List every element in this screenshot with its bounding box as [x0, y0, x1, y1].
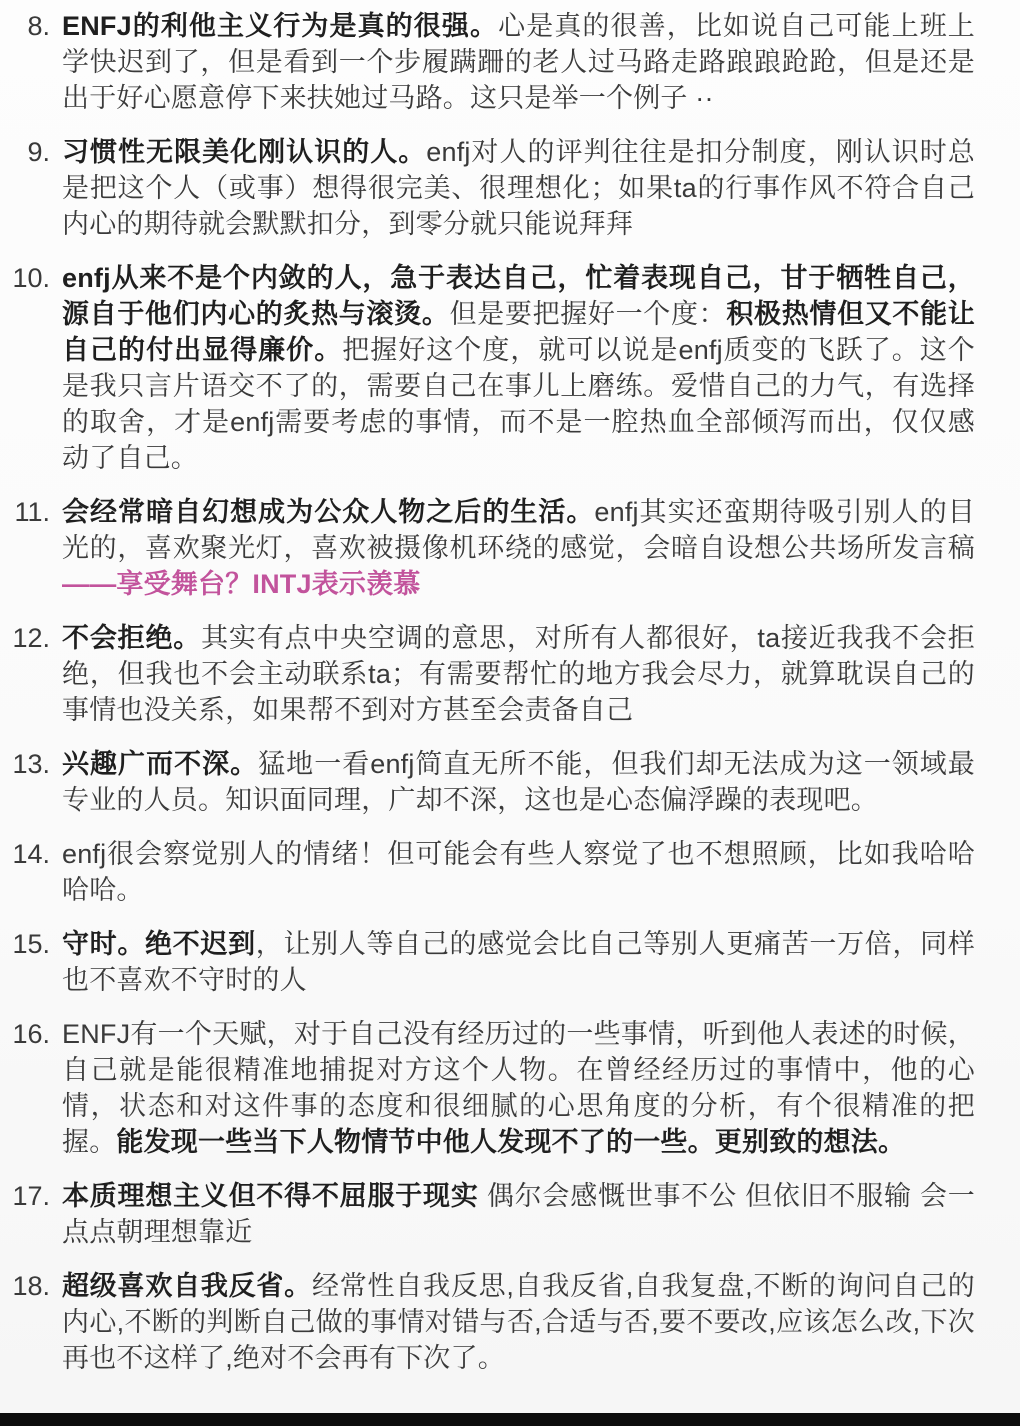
- list-item: [8, 620, 975, 728]
- item-number: 14.: [12, 839, 50, 869]
- item-number: 18.: [12, 1271, 50, 1301]
- text-segment: enfj很会察觉别人的情绪！但可能会有些人察觉了也不想照顾，比如我哈哈哈哈。: [62, 839, 975, 905]
- text-segment: 猛地一看enfj简直无所不能，但我们却无法成为这一领域最专业的人员。知识面同理，广却不深，这也是心态偏浮躁的表现吧。: [62, 749, 975, 815]
- list-item: [8, 8, 975, 116]
- item-number: 11.: [14, 497, 50, 527]
- item-text: [62, 836, 975, 908]
- item-number: 8.: [27, 11, 50, 41]
- text-segment: ENFJ有一个天赋，对于自己没有经历过的一些事情，听到他人表述的时候，自己就是能很精准地捕捉对方这个人物。在曾经经历过的事情中，他的心情，状态和对这件事的态度和很细腻的心思角度的分析，有个很精准的把握。: [62, 1019, 975, 1157]
- text-segment: 不会拒绝。: [62, 623, 202, 653]
- text-segment: 守时。绝不迟到: [62, 929, 256, 959]
- numbered-list: [8, 8, 975, 1394]
- list-item: [8, 1178, 975, 1250]
- list-item: [8, 260, 975, 476]
- text-segment: ，让别人等自己的感觉会比自己等别人更痛苦一万倍，同样也不喜欢不守时的人: [62, 929, 976, 995]
- item-text: [62, 134, 975, 242]
- text-segment: 但是要把握好一个度：: [449, 299, 727, 329]
- text-segment: 能发现一些当下人物情节中他人发现不了的一些。更别致的想法。: [116, 1127, 906, 1157]
- text-segment: enfj从来不是个内敛的人，急于表达自己，忙着表现自己，甘于牺牲自己，源自于他们内心的炙热与滚烫。: [62, 263, 975, 329]
- item-number: 17.: [12, 1181, 50, 1211]
- text-segment: 心是真的很善，比如说自己可能上班上学快迟到了，但是看到一个步履蹒跚的老人过马路走路踉踉跄跄，但是还是出于好心愿意停下来扶她过马路。这只是举一个例子 ··: [62, 11, 976, 113]
- item-text: [62, 494, 975, 602]
- item-text: [62, 8, 975, 116]
- item-text: [62, 1268, 975, 1376]
- item-text: [62, 260, 975, 476]
- text-segment: 把握好这个度，就可以说是enfj质变的飞跃了。这个是我只言片语交不了的，需要自己在事儿上磨练。爱惜自己的力气，有选择的取舍，才是enfj需要考虑的事情，而不是一腔热血全部倾泻而出，仅仅感动了自己。: [62, 335, 976, 473]
- text-segment: 经常性自我反思,自我反省,自我复盘,不断的询问自己的内心,不断的判断自己做的事情对错与否,合适与否,要不要改,应该怎么改,下次再也不这样了,绝对不会再有下次了。: [62, 1271, 975, 1373]
- letterbox-bar: [0, 1413, 1020, 1426]
- item-number: 10.: [12, 263, 50, 293]
- text-segment: 积极热情但又不能让自己的付出显得廉价。: [62, 299, 975, 365]
- list-item: [8, 1016, 975, 1160]
- list-item: [8, 746, 975, 818]
- item-number: 16.: [12, 1019, 50, 1049]
- text-segment: 会经常暗自幻想成为公众人物之后的生活。: [62, 497, 595, 527]
- text-segment: 兴趣广而不深。: [62, 749, 259, 779]
- text-segment: 习惯性无限美化刚认识的人。: [62, 137, 427, 167]
- list-item: [8, 836, 975, 908]
- item-text: [62, 1016, 975, 1160]
- item-number: 9.: [27, 137, 50, 167]
- list-item: [8, 494, 975, 602]
- list-item: [8, 134, 975, 242]
- highlighted-text-segment: ——享受舞台？INTJ表示羡慕: [62, 569, 421, 599]
- item-number: 15.: [12, 929, 50, 959]
- item-text: [62, 620, 975, 728]
- list-item: [8, 926, 975, 998]
- text-segment: enfj对人的评判往往是扣分制度，刚认识时总是把这个人（或事）想得很完美、很理想化；如果ta的行事作风不符合自己内心的期待就会默默扣分，到零分就只能说拜拜: [62, 137, 975, 239]
- text-segment: 超级喜欢自我反省。: [62, 1271, 312, 1301]
- item-text: [62, 926, 975, 998]
- item-text: [62, 746, 975, 818]
- item-text: [62, 1178, 975, 1250]
- text-segment: 偶尔会感慨世事不公 但依旧不服输 会一点点朝理想靠近: [62, 1181, 976, 1247]
- text-segment: enfj其实还蛮期待吸引别人的目光的，喜欢聚光灯，喜欢被摄像机环绕的感觉，会暗自设想公共场所发言稿: [62, 497, 975, 563]
- item-number: 13.: [12, 749, 50, 779]
- item-number: 12.: [12, 623, 50, 653]
- text-segment: 其实有点中央空调的意思，对所有人都很好，ta接近我我不会拒绝，但我也不会主动联系ta；有需要帮忙的地方我会尽力，就算耽误自己的事情也没关系，如果帮不到对方甚至会责备自己: [62, 623, 975, 725]
- text-segment: 本质理想主义但不得不屈服于现实: [62, 1181, 479, 1211]
- list-item: [8, 1268, 975, 1376]
- text-segment: ENFJ的利他主义行为是真的很强。: [62, 11, 499, 41]
